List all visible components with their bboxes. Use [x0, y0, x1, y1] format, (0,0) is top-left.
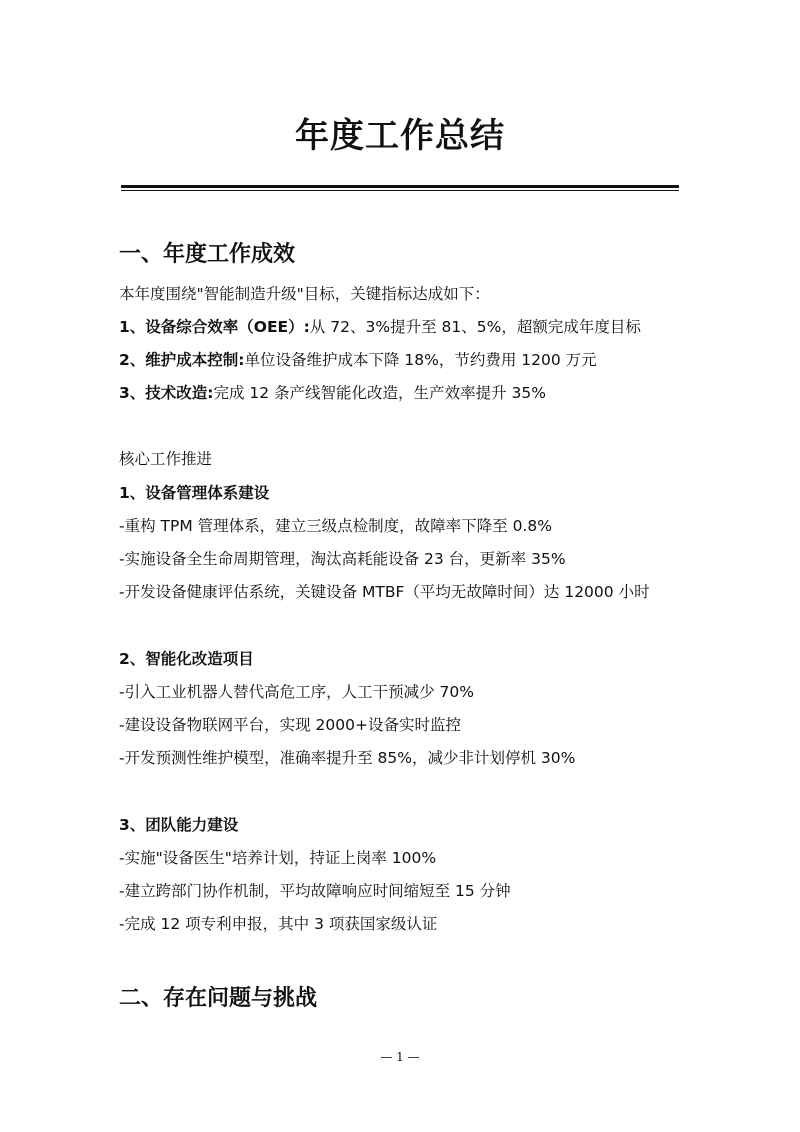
- metric-label: 2、维护成本控制:: [119, 351, 245, 369]
- group-title-smart: 2、智能化改造项目: [119, 650, 254, 668]
- title-divider-thin: [121, 190, 679, 191]
- metric-text: 从 72、3%提升至 81、5%，超额完成年度目标: [309, 318, 641, 336]
- list-item: -引入工业机器人替代高危工序，人工干预减少 70%: [119, 683, 474, 701]
- list-item: -重构 TPM 管理体系，建立三级点检制度，故障率下降至 0.8%: [119, 517, 552, 535]
- metric-label: 3、技术改造:: [119, 384, 214, 402]
- metric-text: 单位设备维护成本下降 18%，节约费用 1200 万元: [244, 351, 597, 369]
- list-item: -完成 12 项专利申报，其中 3 项获国家级认证: [119, 915, 438, 933]
- document-title: 年度工作总结: [295, 116, 505, 156]
- section-heading-2: 二、存在问题与挑战: [119, 986, 318, 1011]
- page-number: — 1 —: [380, 1050, 420, 1064]
- list-item: -实施"设备医生"培养计划，持证上岗率 100%: [119, 849, 437, 867]
- metric-text: 完成 12 条产线智能化改造，生产效率提升 35%: [213, 384, 546, 402]
- list-item: -建设设备物联网平台，实现 2000+设备实时监控: [119, 716, 461, 734]
- metric-oee: [119, 315, 641, 337]
- list-item: -开发预测性维护模型，准确率提升至 85%，减少非计划停机 30%: [119, 749, 576, 767]
- metric-cost: [119, 348, 597, 370]
- group-title-equipment: 1、设备管理体系建设: [119, 484, 270, 502]
- list-item: -实施设备全生命周期管理，淘汰高耗能设备 23 台，更新率 35%: [119, 550, 566, 568]
- section1-intro: 本年度围绕"智能制造升级"目标，关键指标达成如下：: [119, 285, 490, 303]
- core-work-subheading: 核心工作推进: [119, 450, 213, 468]
- metric-label: 1、设备综合效率（OEE）:: [119, 318, 310, 336]
- list-item: -建立跨部门协作机制，平均故障响应时间缩短至 15 分钟: [119, 882, 511, 900]
- title-divider-thick: [121, 185, 679, 188]
- list-item: -开发设备健康评估系统，关键设备 MTBF（平均无故障时间）达 12000 小时: [119, 583, 650, 601]
- metric-tech: [119, 381, 546, 403]
- section-heading-1: 一、年度工作成效: [119, 242, 296, 267]
- group-title-team: 3、团队能力建设: [119, 816, 239, 834]
